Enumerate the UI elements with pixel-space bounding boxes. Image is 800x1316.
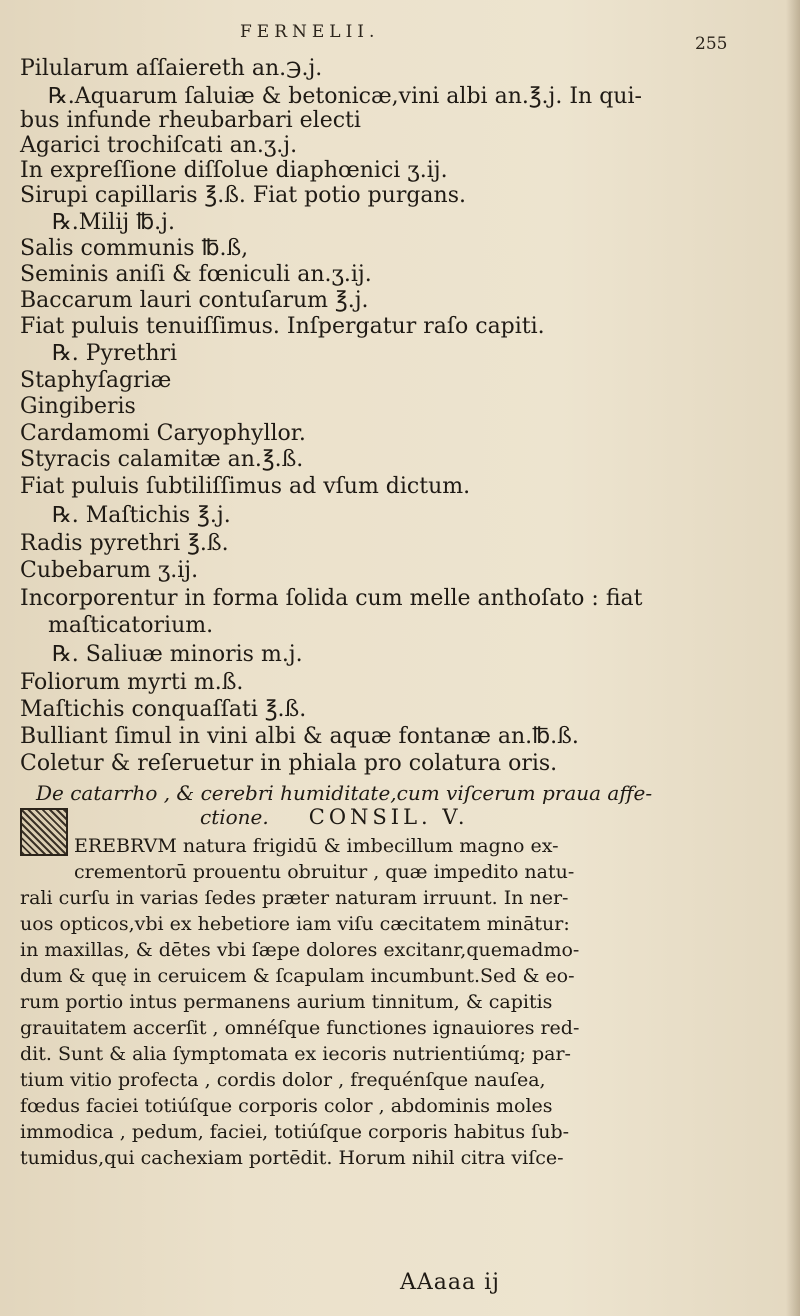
- consil-heading: CONSIL. V.: [308, 805, 469, 829]
- body-line: uos opticos,vbi ex hebetiore iam viſu cæcitatem minātur:: [20, 913, 570, 935]
- body-line: in maxillas, & dētes vbi ſæpe dolores excitanr,quemadmo-: [20, 939, 580, 961]
- text-line: ℞. Saliuæ minoris m.j.: [52, 642, 303, 667]
- body-line: immodica , pedum, faciei, totiúſque corporis habitus ſub-: [20, 1121, 570, 1143]
- text-line: Agarici trochiſcati an.ʒ.j.: [20, 133, 298, 158]
- text-line: ℞.Aquarum ſaluiæ & betonicæ,vini albi an.℥.j. In qui-: [48, 84, 642, 109]
- body-line: EREBRVM natura frigidū & imbecillum magno ex-: [74, 835, 559, 857]
- body-line: tium vitio profecta , cordis dolor , frequénſque nauſea,: [20, 1069, 546, 1091]
- rubric-text: De catarrho , & cerebri humiditate,cum viſcerum praua affe-: [36, 781, 653, 805]
- text-line: In expreſſione diſſolue diaphœnici ʒ.ij.: [20, 158, 448, 183]
- text-line: ℞. Pyrethri: [52, 341, 178, 366]
- text-line: ℞. Maſtichis ℥.j.: [52, 503, 231, 528]
- decorated-initial: [20, 808, 68, 856]
- text-line: Cardamomi Caryophyllor.: [20, 421, 306, 446]
- text-line: Fiat puluis ſubtiliſſimus ad vſum dictum.: [20, 474, 471, 499]
- body-line: grauitatem accerſit , omnéſque functiones ignauiores red-: [20, 1017, 580, 1039]
- text-line: Baccarum lauri contuſarum ℥.j.: [20, 288, 369, 313]
- text-line: Pilularum aſſaiereth an.℈.j.: [20, 56, 323, 81]
- text-line: Maſtichis conquaſſati ℥.ß.: [20, 697, 307, 722]
- page-number: 255: [695, 34, 728, 54]
- text-line: Salis communis ℔.ß,: [20, 236, 249, 261]
- rubric-continuation: ctione.: [200, 805, 269, 829]
- page-edge-shadow: [786, 0, 800, 1316]
- text-line: Styracis calamitæ an.℥.ß.: [20, 447, 304, 472]
- section-heading: [200, 805, 469, 829]
- body-line: rali curſu in varias ſedes præter naturam irruunt. In ner-: [20, 887, 569, 909]
- signature-mark: AAaaa ij: [400, 1270, 500, 1295]
- text-line: bus infunde rheubarbari electi: [20, 108, 361, 133]
- text-line: Cubebarum ʒ.ij.: [20, 558, 199, 583]
- section-rubric: [36, 781, 652, 805]
- running-title: FERNELII.: [240, 22, 380, 42]
- body-line: tumidus,qui cachexiam portēdit. Horum nihil citra viſce-: [20, 1147, 564, 1169]
- text-line: Foliorum myrti m.ß.: [20, 670, 244, 695]
- text-line: Fiat puluis tenuiſſimus. Inſpergatur raſo capiti.: [20, 314, 545, 339]
- body-line: rum portio intus permanens aurium tinnitum, & capitis: [20, 991, 553, 1013]
- text-line: maſticatorium.: [48, 613, 214, 638]
- text-line: Radis pyrethri ℥.ß.: [20, 531, 229, 556]
- text-line: ℞.Milij ℔.j.: [52, 210, 175, 235]
- body-line: fœdus faciei totiúſque corporis color , abdominis moles: [20, 1095, 553, 1117]
- text-line: Staphyſagriæ: [20, 368, 172, 393]
- body-line: crementorū prouentu obruitur , quæ impedito natu-: [74, 861, 575, 883]
- text-line: Incorporentur in forma ſolida cum melle anthoſato : fiat: [20, 586, 643, 611]
- text-line: Gingiberis: [20, 394, 136, 419]
- text-line: Coletur & reſeruetur in phiala pro colatura oris.: [20, 751, 558, 776]
- body-line: dum & quę in ceruicem & ſcapulam incumbunt.Sed & eo-: [20, 965, 575, 987]
- body-line: dit. Sunt & alia ſymptomata ex iecoris nutrientiúmq; par-: [20, 1043, 571, 1065]
- text-line: Bulliant ſimul in vini albi & aquæ fontanæ an.℔.ß.: [20, 724, 579, 749]
- text-line: Seminis aniſi & fœniculi an.ʒ.ij.: [20, 262, 372, 287]
- text-line: Sirupi capillaris ℥.ß. Fiat potio purgans.: [20, 183, 466, 208]
